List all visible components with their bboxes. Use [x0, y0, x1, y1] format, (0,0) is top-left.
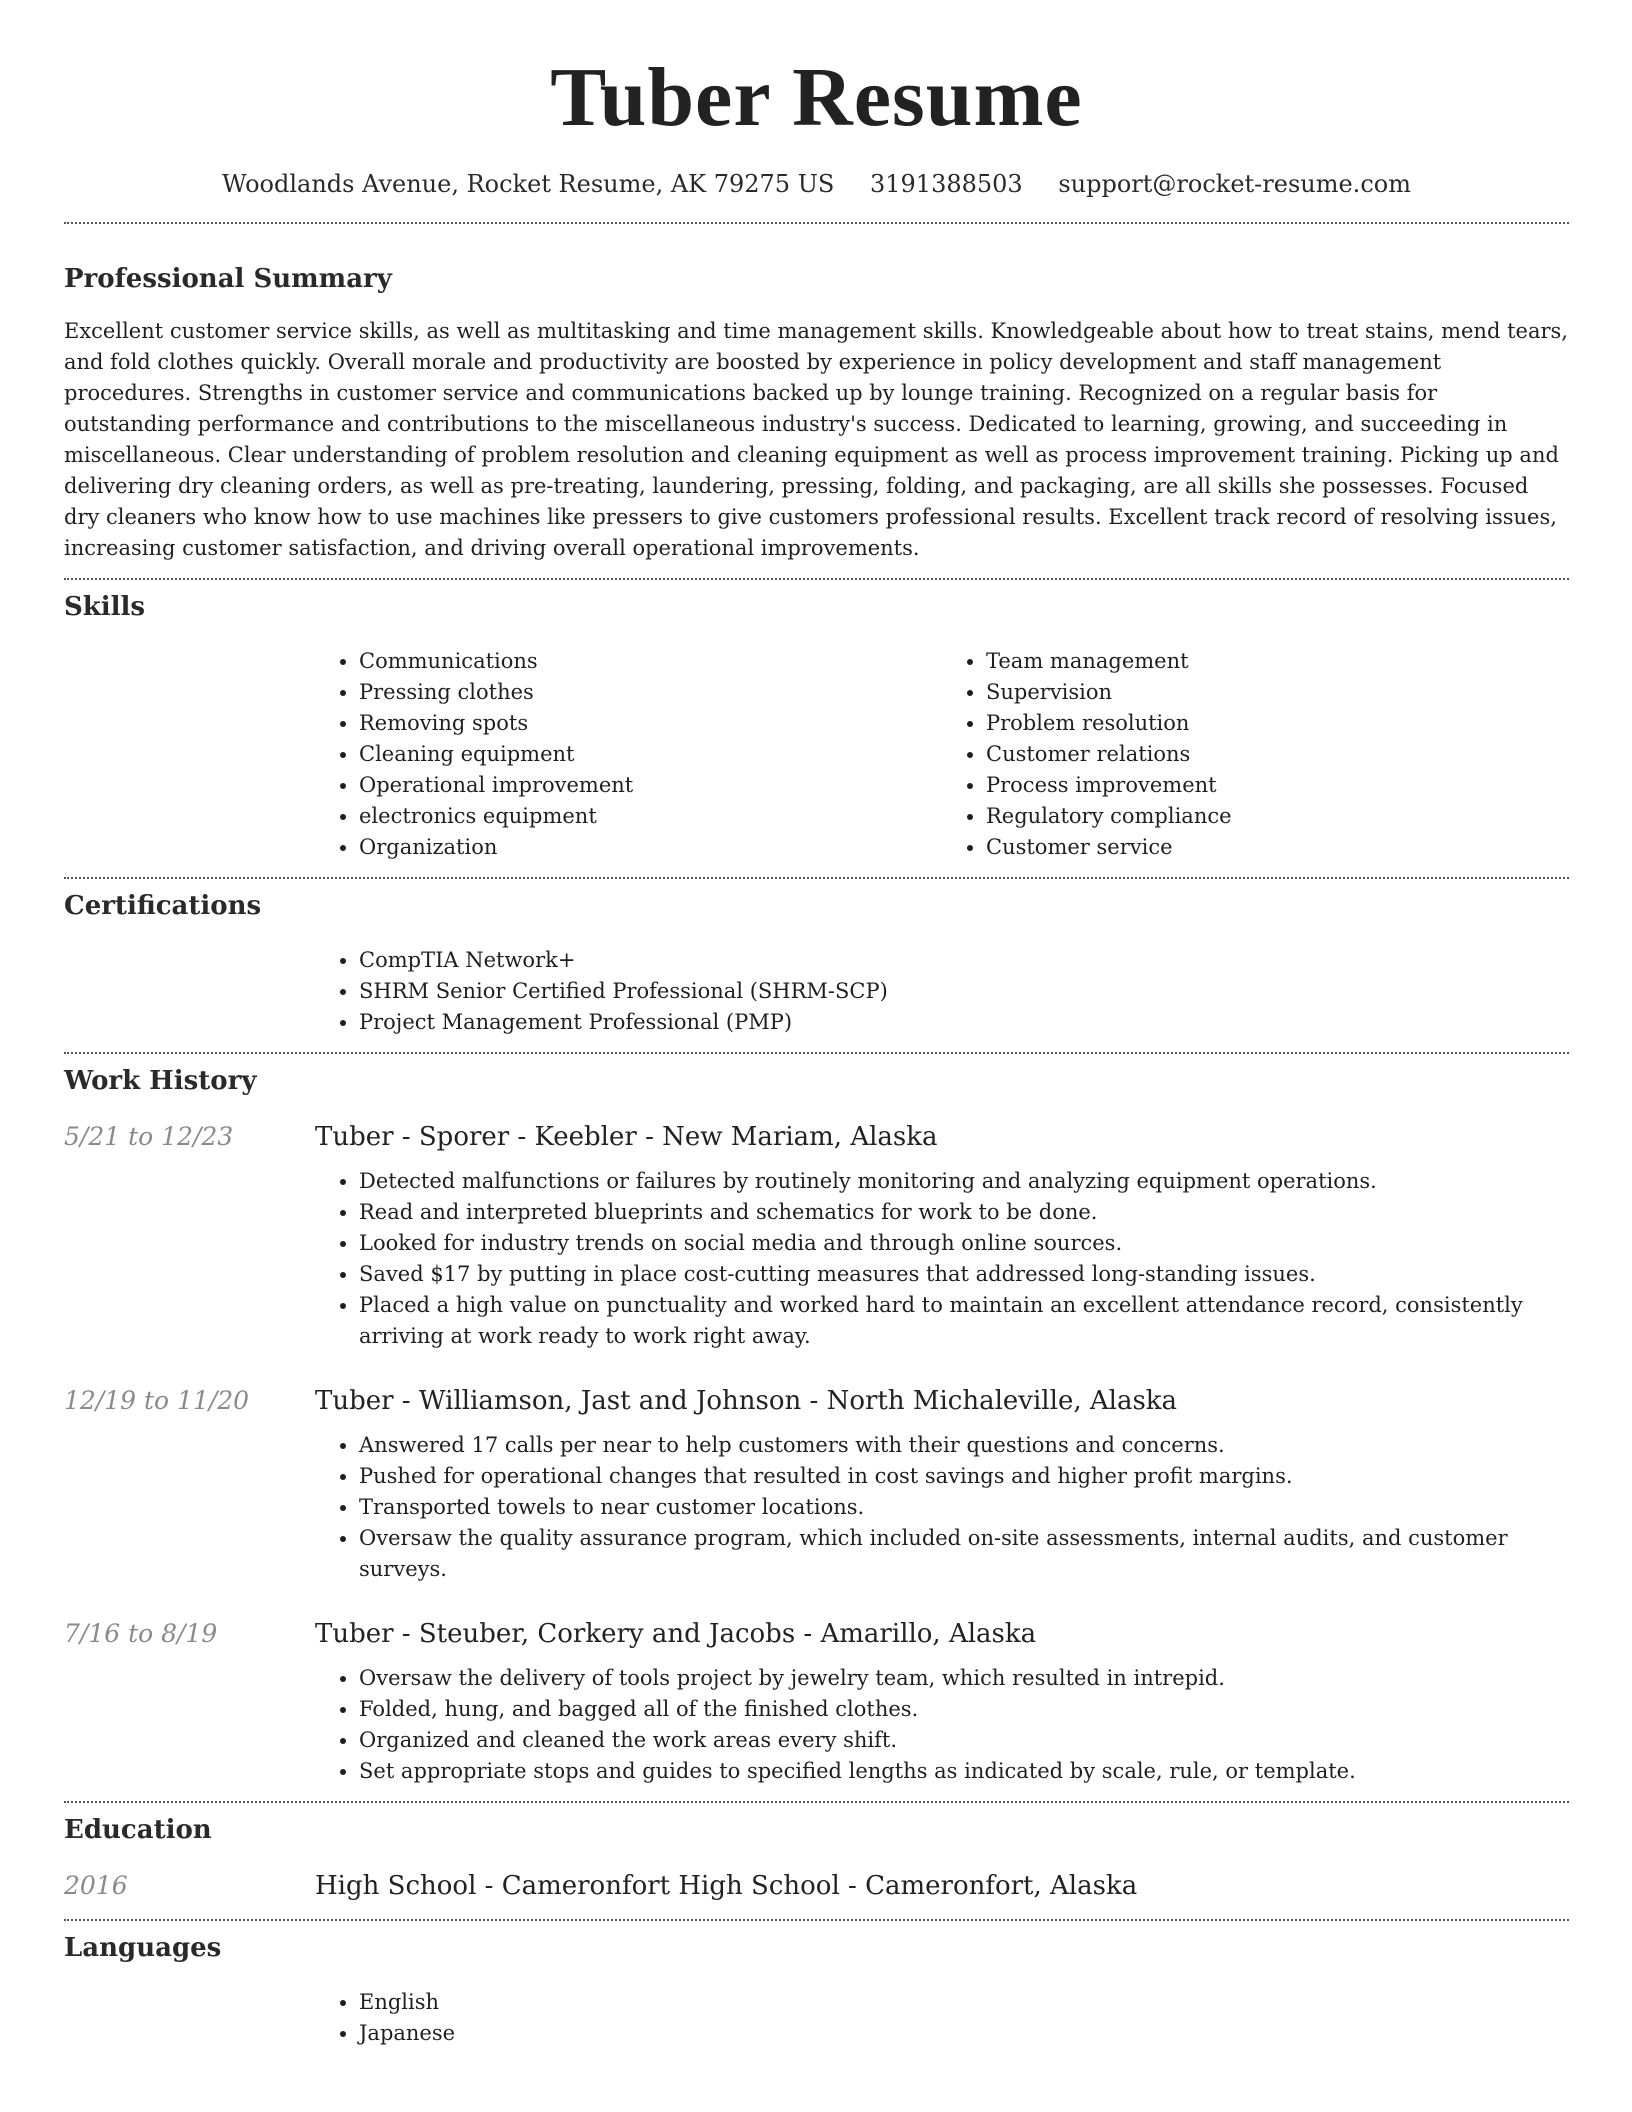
list-item: • Looked for industry trends on social media and through online sources.: [359, 1228, 1569, 1259]
section-title-summary: Professional Summary: [64, 264, 392, 294]
list-item: • Detected malfunctions or failures by routinely monitoring and analyzing equipment operations.: [359, 1166, 1569, 1197]
list-item: • Pressing clothes: [359, 677, 942, 708]
list-item: • CompTIA Network+: [359, 945, 1569, 976]
job-dates: 5/21 to 12/23: [64, 1122, 234, 1151]
skills-list-left: [315, 646, 942, 863]
list-item: • Customer relations: [986, 739, 1569, 770]
list-item: • Answered 17 calls per near to help customers with their questions and concerns.: [359, 1430, 1569, 1461]
list-item: • English: [359, 1987, 1569, 2018]
job-bullets: [315, 1663, 1569, 1787]
divider: [64, 1919, 1569, 1921]
list-item: • Japanese: [359, 2018, 1569, 2049]
list-item: • Transported towels to near customer locations.: [359, 1492, 1569, 1523]
list-item: • Folded, hung, and bagged all of the finished clothes.: [359, 1694, 1569, 1725]
job-header: [64, 1386, 1569, 1416]
list-item: • Process improvement: [986, 770, 1569, 801]
job-bullets-block: [315, 1663, 1569, 1787]
divider: [64, 877, 1569, 879]
languages-block: [315, 1987, 1569, 2049]
list-item: • Removing spots: [359, 708, 942, 739]
contact-email: support@rocket-resume.com: [1058, 170, 1411, 198]
job-dates: 7/16 to 8/19: [64, 1619, 218, 1648]
section-title-certifications: Certifications: [64, 891, 262, 921]
list-item: • Saved $17 by putting in place cost-cutting measures that addressed long-standing issues.: [359, 1259, 1569, 1290]
resume-page: [64, 0, 1569, 2049]
list-item: • Set appropriate stops and guides to specified lengths as indicated by scale, rule, or template.: [359, 1756, 1569, 1787]
education-entry: High School - Cameronfort High School - Cameronfort, Alaska: [315, 1871, 1138, 1901]
list-item: • Operational improvement: [359, 770, 942, 801]
section-title-education: Education: [64, 1815, 212, 1845]
list-item: • Customer service: [986, 832, 1569, 863]
divider: [64, 1801, 1569, 1803]
job-dates: 12/19 to 11/20: [64, 1386, 250, 1415]
list-item: • Oversaw the quality assurance program, which included on-site assessments, internal audits, and customer surveys.: [359, 1523, 1569, 1585]
list-item: • Placed a high value on punctuality and worked hard to maintain an excellent attendance record, consistently arriving at work ready to work right away.: [359, 1290, 1569, 1352]
list-item: • Read and interpreted blueprints and schematics for work to be done.: [359, 1197, 1569, 1228]
list-item: • Project Management Professional (PMP): [359, 1007, 1569, 1038]
section-title-work: Work History: [64, 1066, 257, 1096]
list-item: • Team management: [986, 646, 1569, 677]
section-title-skills: Skills: [64, 592, 146, 622]
list-item: • Regulatory compliance: [986, 801, 1569, 832]
certifications-list: [315, 945, 1569, 1038]
job-title: Tuber - Williamson, Jast and Johnson - North Michaleville, Alaska: [315, 1386, 1178, 1416]
divider: [64, 222, 1569, 224]
job-title: Tuber - Steuber, Corkery and Jacobs - Amarillo, Alaska: [315, 1619, 1037, 1649]
list-item: • Organization: [359, 832, 942, 863]
list-item: • Supervision: [986, 677, 1569, 708]
job-bullets-block: [315, 1166, 1569, 1352]
job-bullets: [315, 1430, 1569, 1585]
contact-line: [64, 170, 1569, 198]
job-bullets-block: [315, 1430, 1569, 1585]
job-header: [64, 1619, 1569, 1649]
list-item: • Problem resolution: [986, 708, 1569, 739]
list-item: • Oversaw the delivery of tools project by jewelry team, which resulted in intrepid.: [359, 1663, 1569, 1694]
job-title: Tuber - Sporer - Keebler - New Mariam, Alaska: [315, 1122, 938, 1152]
section-title-languages: Languages: [64, 1933, 222, 1963]
list-item: • SHRM Senior Certified Professional (SHRM-SCP): [359, 976, 1569, 1007]
contact-phone: 3191388503: [870, 170, 1023, 198]
summary-text: Excellent customer service skills, as well as multitasking and time management skills. Knowledgeable about how to treat stains, mend tears, and fold clothes quickly. Overall morale and productivity are boosted by experience in policy development and staff management procedures. Strengths in customer service and communications backed up by lounge training. Recognized on a regular basis for outstanding performance and contributions to the miscellaneous industry's success. Dedicated to learning, growing, and succeeding in miscellaneous. Clear understanding of problem resolution and cleaning equipment as well as process improvement training. Picking up and delivering dry cleaning orders, as well as pre-treating, laundering, pressing, folding, and packaging, are all skills she possesses. Focused dry cleaners who know how to use machines like pressers to give customers professional results. Excellent track record of resolving issues, increasing customer satisfaction, and driving overall operational improvements.: [64, 319, 1568, 560]
list-item: • Pushed for operational changes that resulted in cost savings and higher profit margins.: [359, 1461, 1569, 1492]
languages-list: [315, 1987, 1569, 2049]
list-item: • electronics equipment: [359, 801, 942, 832]
job-bullets: [315, 1166, 1569, 1352]
education-row: [64, 1871, 1569, 1901]
list-item: • Communications: [359, 646, 942, 677]
divider: [64, 1052, 1569, 1054]
skills-grid: [315, 646, 1569, 863]
certifications-block: [315, 945, 1569, 1038]
skills-list-right: [942, 646, 1569, 863]
job-header: [64, 1122, 1569, 1152]
list-item: • Cleaning equipment: [359, 739, 942, 770]
resume-name: Tuber Resume: [550, 51, 1083, 144]
divider: [64, 578, 1569, 580]
list-item: • Organized and cleaned the work areas every shift.: [359, 1725, 1569, 1756]
contact-address: Woodlands Avenue, Rocket Resume, AK 79275 US: [222, 170, 835, 198]
education-year: 2016: [64, 1871, 128, 1900]
